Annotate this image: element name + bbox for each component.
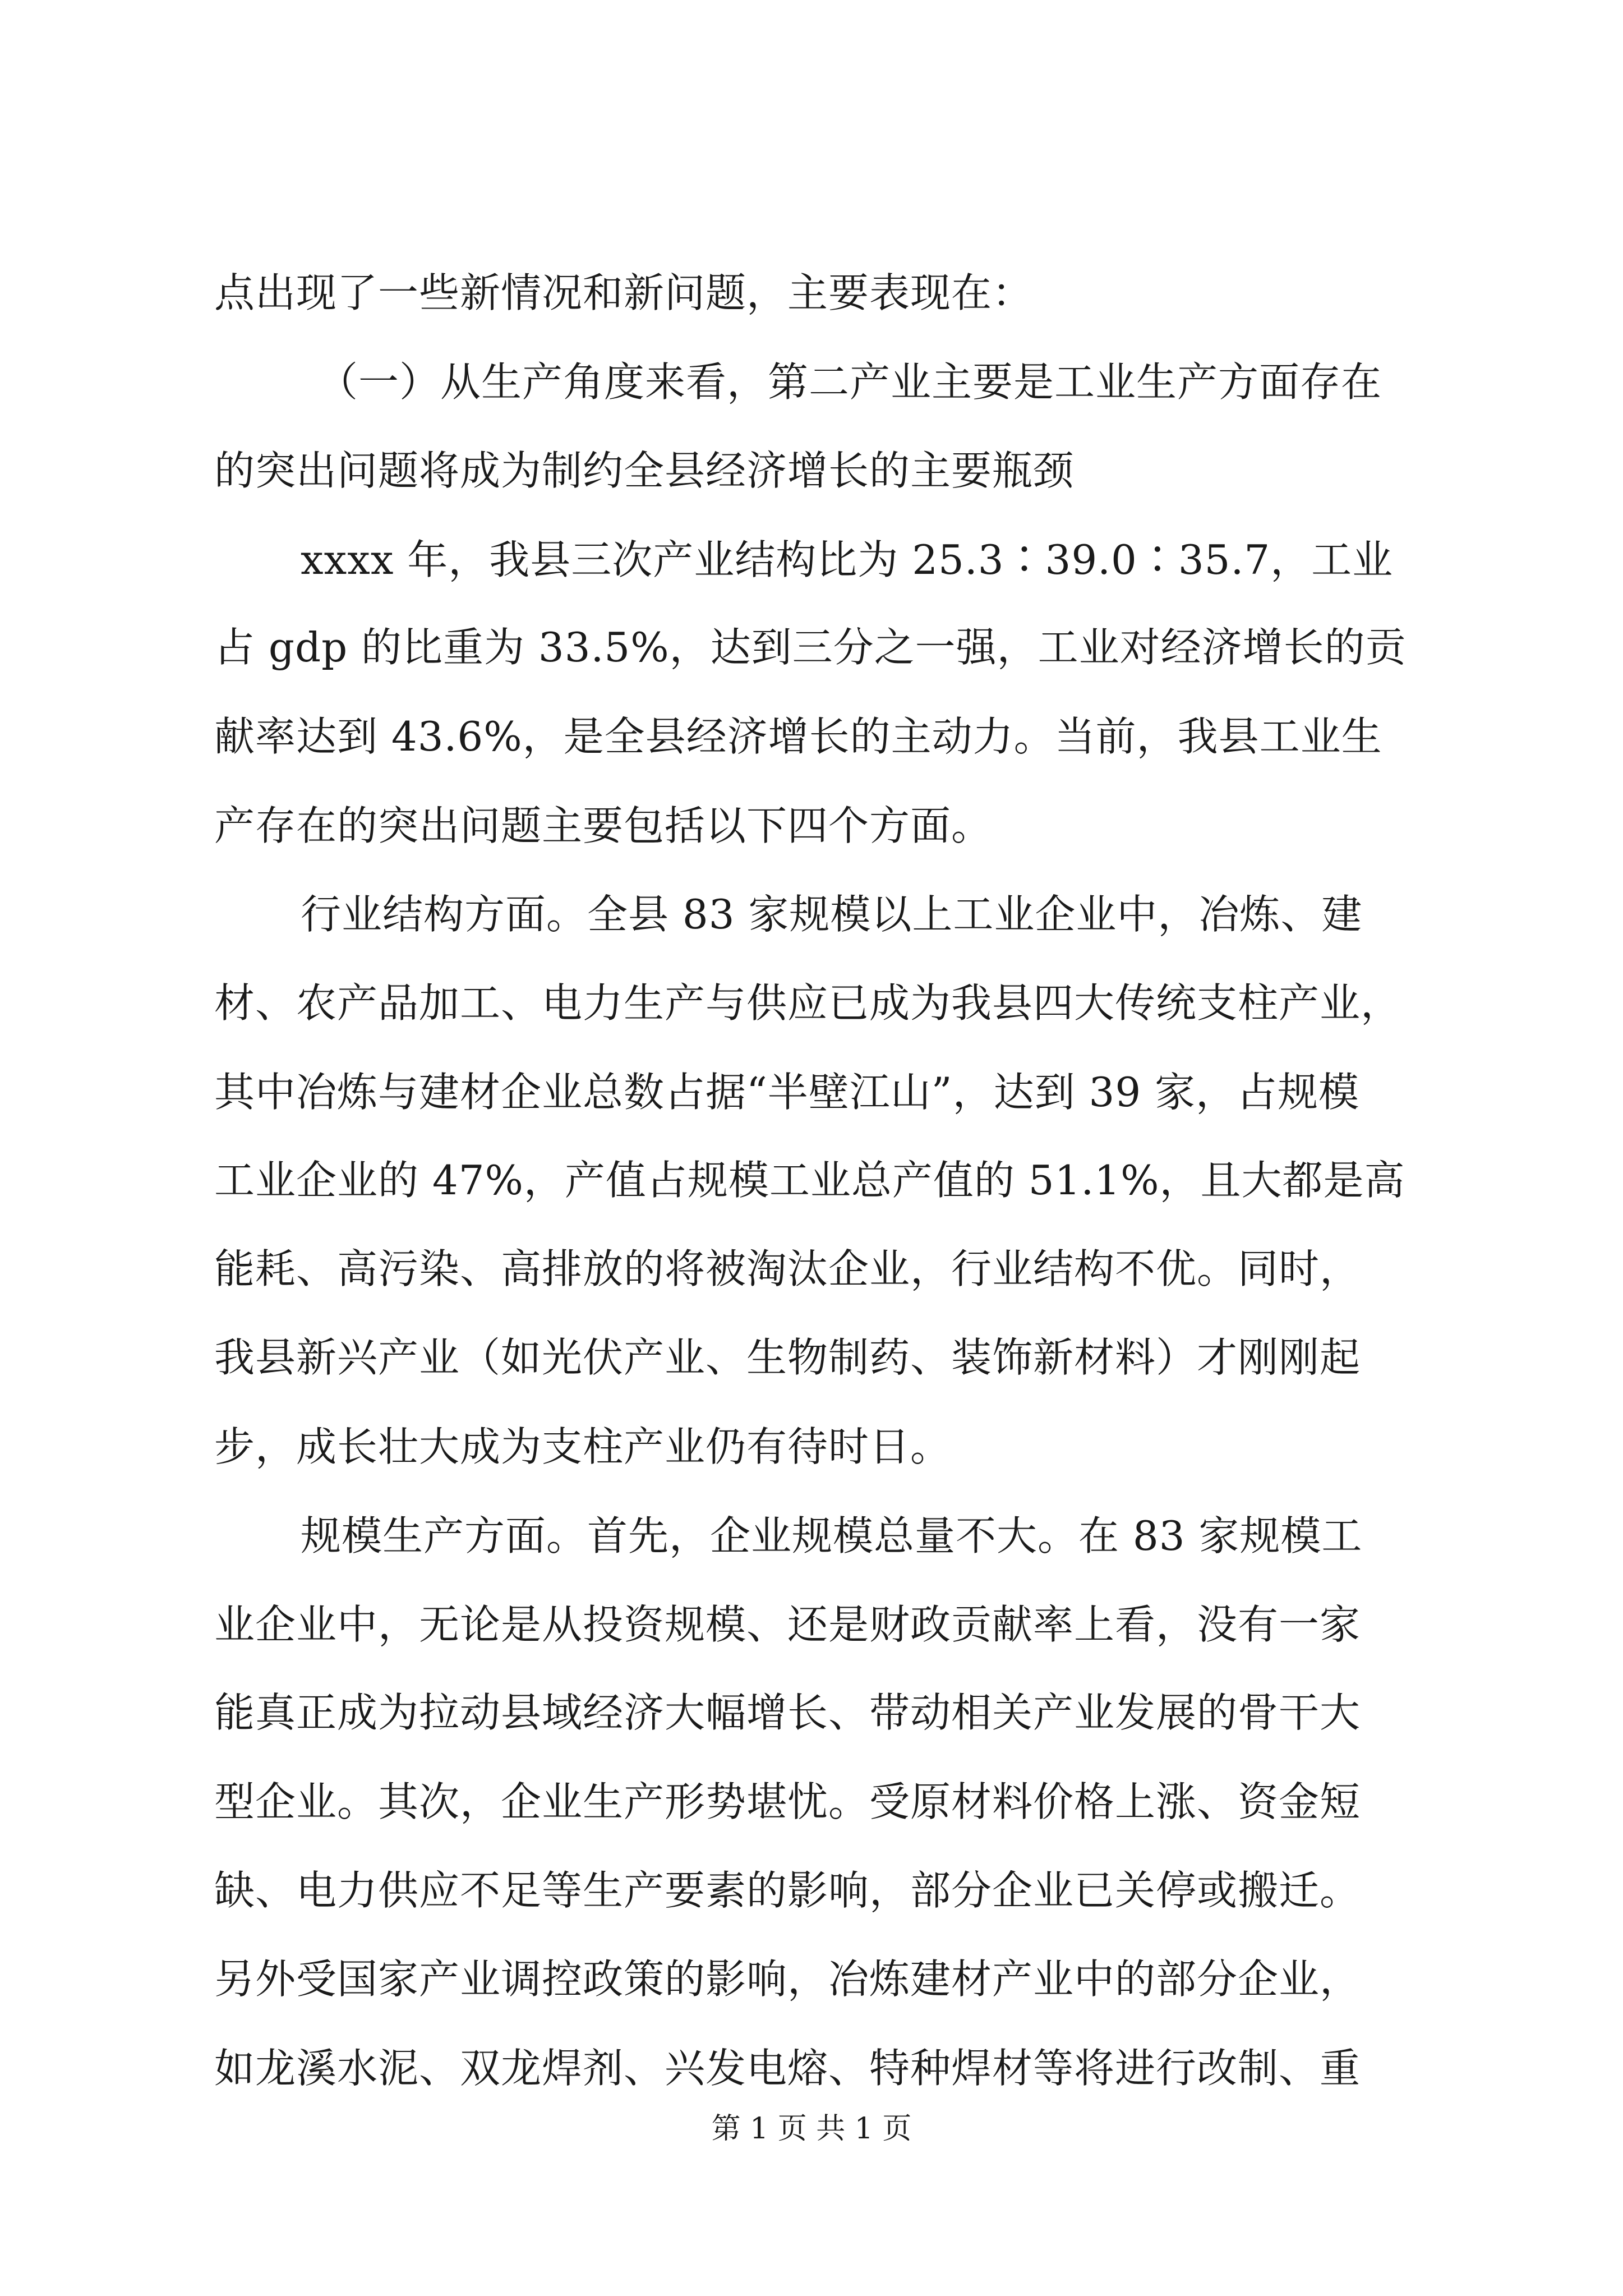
- page-footer: 第 1 页 共 1 页: [711, 2112, 912, 2146]
- text-line: 另外受国家产业调控政策的影响，冶炼建材产业中的部分企业，: [214, 1955, 1361, 2003]
- text-line: 占 gdp 的比重为 33.5%，达到三分之一强，工业对经济增长的贡: [214, 624, 1407, 671]
- text-line: 材、农产品加工、电力生产与供应已成为我县四大传统支柱产业，: [214, 979, 1402, 1027]
- text-line: 业企业中，无论是从投资规模、还是财政贡献率上看，没有一家: [214, 1601, 1361, 1648]
- text-line: 步，成长壮大成为支柱产业仍有待时日。: [214, 1423, 952, 1470]
- text-line: 能真正成为拉动县域经济大幅增长、带动相关产业发展的骨干大: [214, 1689, 1361, 1736]
- text-line: 点出现了一些新情况和新问题，主要表现在：: [214, 269, 1034, 316]
- paragraph-first-line: 行业结构方面。全县 83 家规模以上工业企业中，冶炼、建: [301, 891, 1363, 938]
- text-line: 能耗、高污染、高排放的将被淘汰企业，行业结构不优。同时，: [214, 1245, 1361, 1292]
- text-line: 如龙溪水泥、双龙焊剂、兴发电熔、特种焊材等将进行改制、重: [214, 2045, 1361, 2092]
- paragraph-first-line: 规模生产方面。首先，企业规模总量不大。在 83 家规模工: [301, 1512, 1363, 1559]
- text-line: 献率达到 43.6%，是全县经济增长的主动力。当前，我县工业生: [214, 713, 1382, 760]
- text-line: 缺、电力供应不足等生产要素的影响，部分企业已关停或搬迁。: [214, 1867, 1361, 1914]
- section-heading-line: 的突出问题将成为制约全县经济增长的主要瓶颈: [214, 447, 1075, 494]
- text-line: 型企业。其次，企业生产形势堪忧。受原材料价格上涨、资金短: [214, 1778, 1361, 1825]
- text-line: 其中冶炼与建材企业总数占据“半壁江山”，达到 39 家，占规模: [214, 1069, 1360, 1116]
- section-heading-line: （一）从生产角度来看，第二产业主要是工业生产方面存在: [317, 358, 1382, 406]
- text-line: 工业企业的 47%，产值占规模工业总产值的 51.1%，且大都是高: [214, 1157, 1405, 1204]
- text-line: 产存在的突出问题主要包括以下四个方面。: [214, 802, 993, 849]
- paragraph-first-line: xxxx 年，我县三次产业结构比为 25.3∶39.0∶35.7，工业: [301, 536, 1394, 583]
- text-line: 我县新兴产业（如光伏产业、生物制药、装饰新材料）才刚刚起: [214, 1334, 1361, 1381]
